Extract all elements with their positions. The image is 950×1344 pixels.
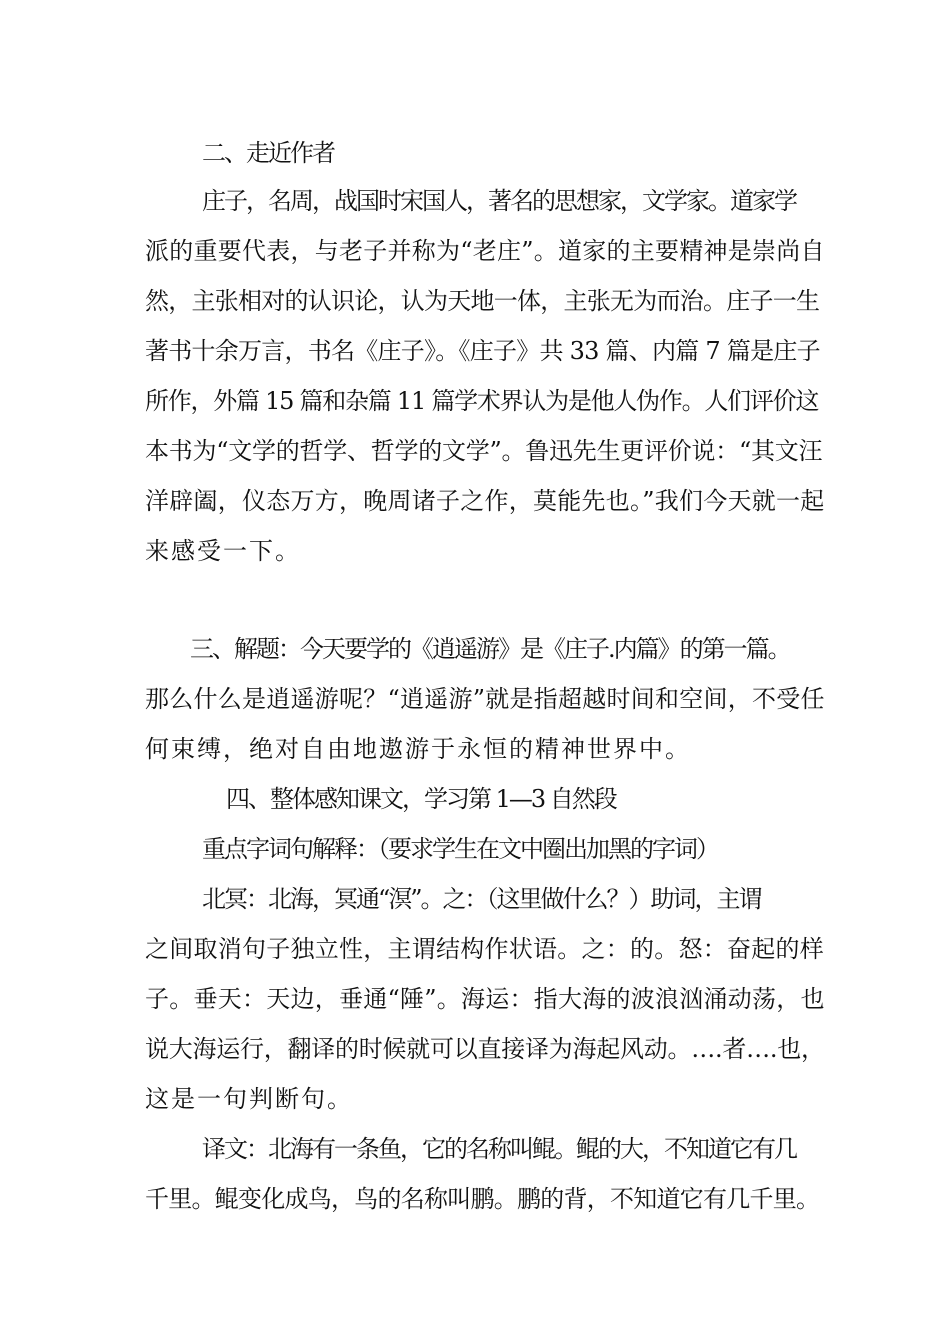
vocabulary-note-line: 北冥：北海，冥通“溟”。之：（这里做什么？）助词，主谓 [202,885,761,913]
author-paragraph-line: 洋辟阖，仪态万方，晚周诸子之作，莫能先也。”我们今天就一起 [145,487,825,515]
vocabulary-note-line: 说大海运行，翻译的时候就可以直接译为海起风动。….者….也， [145,1035,825,1063]
title-explanation-line: 那么什么是逍遥游呢？“逍遥游”就是指超越时间和空间，不受任 [145,685,825,713]
author-paragraph-line: 本书为“文学的哲学、哲学的文学”。鲁迅先生更评价说：“其文汪 [145,437,823,465]
section-heading-author: 二、走近作者 [202,139,334,167]
title-explanation-line: 何束缚，绝对自由地遨游于永恒的精神世界中。 [145,735,691,763]
title-explanation-line: 三、解题：今天要学的《逍遥游》是《庄子.内篇》的第一篇。 [190,635,790,663]
section-heading-overview: 四、整体感知课文，学习第 1—3 自然段 [226,785,616,813]
author-paragraph-line: 来感受一下。 [145,537,301,565]
author-paragraph-line: 著书十余万言，书名《庄子》。《庄子》共 33 篇、内篇 7 篇是庄子 [145,337,820,365]
author-paragraph-line: 派的重要代表，与老子并称为“老庄”。道家的主要精神是崇尚自 [145,237,825,265]
vocabulary-note-line: 子。垂天：天边，垂通“陲”。海运：指大海的波浪汹涌动荡，也 [145,985,825,1013]
vocabulary-subheading: 重点字词句解释：（要求学生在文中圈出加黑的字词） [202,835,718,863]
author-paragraph-line: 所作，外篇 15 篇和杂篇 11 篇学术界认为是他人伪作。人们评价这 [145,387,819,415]
translation-line: 译文：北海有一条鱼，它的名称叫鲲。鲲的大，不知道它有几 [202,1135,796,1163]
vocabulary-note-line: 这是一句判断句。 [145,1085,353,1113]
translation-line: 千里。鲲变化成鸟，鸟的名称叫鹏。鹏的背，不知道它有几千里。 [145,1185,820,1213]
author-paragraph-line: 庄子，名周，战国时宋国人，著名的思想家，文学家。道家学 [202,187,796,215]
author-paragraph-line: 然，主张相对的认识论，认为天地一体，主张无为而治。庄子一生 [145,287,820,315]
vocabulary-note-line: 之间取消句子独立性，主谓结构作状语。之：的。怒：奋起的样 [145,935,824,963]
